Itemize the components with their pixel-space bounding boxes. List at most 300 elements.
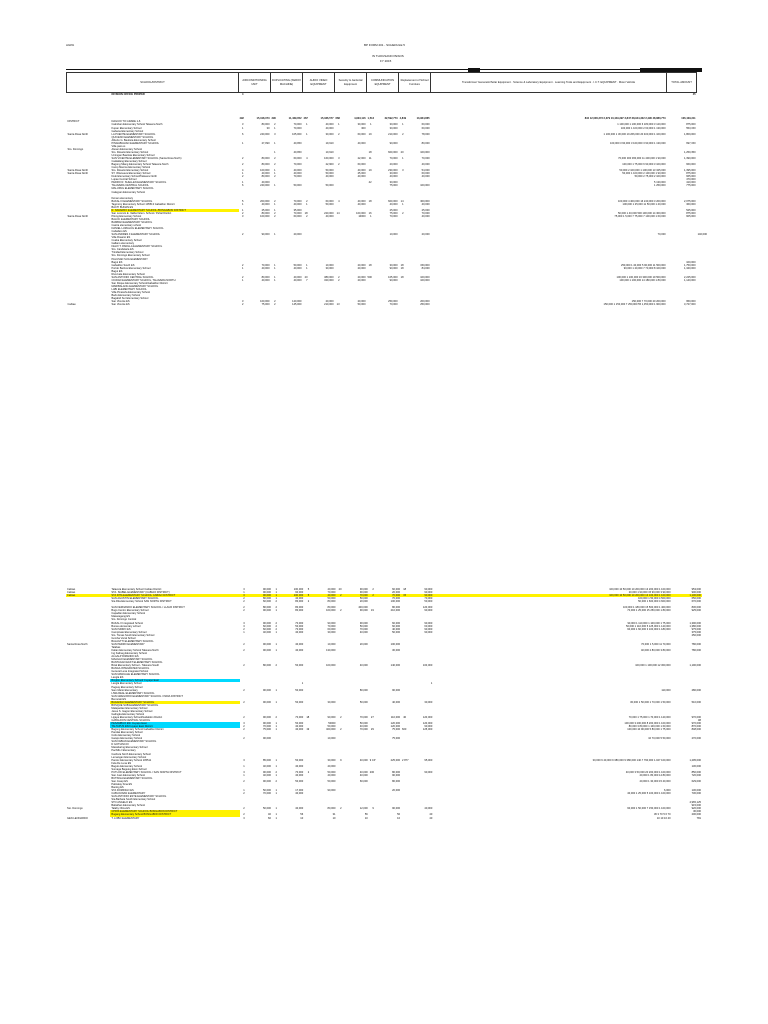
value-cell: 1,380,000 bbox=[689, 624, 701, 628]
value-cell: 50,000 bbox=[327, 725, 336, 729]
school-name-cell: Macabaring Elementary School bbox=[111, 746, 148, 750]
value-cell: 50,000 bbox=[325, 184, 334, 188]
value-cell: 30,000 bbox=[424, 700, 433, 704]
school-name-cell: Banlog ES bbox=[111, 786, 124, 790]
value-cell: 4,903,116 bbox=[354, 117, 366, 121]
value-cell: 2 bbox=[242, 233, 244, 237]
school-name-cell: San Vicente ES bbox=[111, 303, 130, 307]
value-cell: 50,000 bbox=[262, 807, 271, 811]
value-cell: 40,000 bbox=[295, 773, 304, 777]
value-cell: 900,000 bbox=[691, 591, 701, 595]
value-cell: 50,000 bbox=[295, 700, 304, 704]
value-cell: 40,000 bbox=[325, 175, 334, 179]
value-cell: 10 bbox=[364, 816, 368, 820]
school-name-cell: Porido Barrios Elementary School bbox=[111, 266, 151, 270]
school-name-cell: Langla Elementary School bbox=[111, 682, 142, 686]
sheet-page-2 bbox=[0, 558, 768, 1024]
value-cell: 1 bbox=[275, 728, 277, 732]
school-name-cell: San Lorenzo E. Valdez Elem. School / Peñal District bbox=[111, 211, 172, 215]
school-name-cell: Cuaba Elementary School bbox=[111, 239, 142, 243]
value-cell: 2 bbox=[274, 303, 276, 307]
school-name-cell: Pachillo I Elementary bbox=[111, 749, 136, 753]
value-cell: 90,000 bbox=[262, 770, 271, 774]
value-cell: 80,000 bbox=[261, 156, 270, 160]
school-name-cell: Baguio Elementary School bbox=[111, 764, 142, 768]
school-name-cell: Bemurati ES bbox=[111, 697, 126, 701]
value-cell: 40,000 bbox=[359, 770, 368, 774]
value-cell: 40,000 bbox=[293, 278, 302, 282]
value-cell: 40,000 bbox=[392, 700, 401, 704]
value-cell: 1 bbox=[275, 609, 277, 613]
school-name-cell: PALUSAD SUG ELEMENTARY bbox=[111, 257, 148, 261]
value-cell: 90,000 bbox=[424, 770, 433, 774]
value-cell: 30,000 1 50,000 1 70,000 1 50,000 bbox=[630, 700, 671, 704]
column-header-row bbox=[67, 73, 703, 93]
value-cell: 70,000 bbox=[293, 126, 302, 130]
value-cell: 3 bbox=[243, 624, 245, 628]
school-name-cell: Gomba Vocal School bbox=[111, 636, 136, 640]
value-cell: 14 bbox=[400, 199, 404, 203]
value-cell: 60 bbox=[268, 816, 271, 820]
value-cell: 80,000 bbox=[295, 600, 304, 604]
district-cell: Santa Rosa North bbox=[67, 172, 89, 176]
value-cell: 60,000 bbox=[262, 624, 271, 628]
value-cell: 1 bbox=[275, 591, 277, 595]
value-cell: 1 bbox=[242, 172, 244, 176]
school-name-cell: Kupan Elementary School bbox=[111, 126, 142, 130]
value-cell: 9 CP bbox=[369, 758, 376, 762]
value-cell: 2 bbox=[369, 594, 375, 597]
value-cell: 27 bbox=[370, 715, 374, 719]
value-cell: 2 bbox=[274, 175, 276, 179]
value-cell: 40,000 bbox=[359, 630, 368, 634]
value-cell: 2 bbox=[243, 725, 245, 729]
value-cell: 90,000 bbox=[359, 591, 368, 595]
value-cell: 320,000 bbox=[324, 278, 334, 282]
value-cell: 40,000 1 80,000 14 80,000 bbox=[639, 773, 671, 777]
school-name-cell: BOSQUE SUB ELEMENTARY SCHOOL bbox=[111, 703, 159, 707]
value-cell: 70,000 bbox=[359, 715, 368, 719]
value-cell: 95,000 bbox=[424, 758, 433, 762]
value-cell: 150,000 bbox=[420, 263, 430, 267]
value-cell: 130,000 bbox=[326, 648, 336, 652]
value-cell: 60,000 bbox=[293, 156, 302, 160]
value-cell: 13 bbox=[336, 303, 340, 307]
value-cell: 100,000 bbox=[356, 211, 366, 215]
value-cell: 600,000 bbox=[388, 150, 398, 154]
value-cell: 80,000 bbox=[392, 779, 401, 783]
value-cell: 210,000 bbox=[390, 609, 401, 613]
value-cell: 3,727,000 bbox=[684, 303, 696, 307]
value-cell: 90,000 bbox=[359, 621, 368, 625]
school-name-cell: Pilong Elementary School bbox=[111, 214, 142, 218]
value-cell: 40,000 bbox=[357, 199, 366, 203]
value-cell: 1 bbox=[275, 789, 277, 793]
value-cell: 4 bbox=[306, 156, 308, 160]
school-name-cell: Kalian Elementary School Talavera North bbox=[111, 648, 159, 652]
value-cell: 220,000 bbox=[324, 211, 334, 215]
value-cell: 60,000 bbox=[421, 123, 430, 127]
value-cell: 2 bbox=[274, 300, 276, 304]
col-aircon: AIRCONDITIONING UNIT bbox=[239, 73, 271, 93]
value-cell: 250,000 1 40,000 5 90,000 11 500,000 bbox=[621, 263, 666, 267]
value-cell: 50,000 bbox=[359, 624, 368, 628]
value-cell: 22,900 bbox=[325, 163, 334, 167]
school-name-cell: San Vicente ES bbox=[111, 300, 130, 304]
value-cell: 467 bbox=[303, 117, 308, 121]
value-cell: 90,000 bbox=[262, 700, 271, 704]
value-cell: 2 bbox=[338, 278, 340, 282]
value-cell: 80,000 bbox=[261, 163, 270, 167]
value-cell: 18 bbox=[403, 588, 407, 591]
value-cell: 2 bbox=[275, 627, 277, 631]
value-cell: 600 bbox=[402, 728, 407, 732]
value-cell: 50,000 bbox=[325, 202, 334, 206]
value-cell: 90,000 bbox=[392, 688, 401, 692]
value-cell: 2 bbox=[275, 621, 277, 625]
value-cell: 19 bbox=[368, 132, 372, 136]
value-cell: 70,000 1 25,000 15 250,000 1 80,000 bbox=[627, 609, 671, 613]
value-cell: 30 bbox=[266, 126, 270, 130]
value-cell: 1 bbox=[430, 682, 433, 686]
value-cell: 90,000 bbox=[424, 627, 433, 631]
form-code-label: AGPA bbox=[66, 43, 75, 47]
col-transformer: Transformer/ Generator/Solar Equipment bbox=[462, 80, 511, 84]
school-name-cell: BANTAGAN EAST ELEMENTARY SCHOOL bbox=[111, 661, 163, 665]
value-cell: 100,000 bbox=[390, 600, 401, 604]
value-cell: 3 bbox=[243, 770, 245, 774]
school-name-cell: Lupao Central School bbox=[111, 178, 137, 182]
school-name-cell: FELIX T. PADILLA ELEMENTARY SCHOOL bbox=[111, 245, 163, 249]
value-cell: 30,000 bbox=[389, 172, 398, 176]
value-cell: 40,000 bbox=[421, 163, 430, 167]
value-cell: 20,000 bbox=[357, 266, 366, 270]
school-name-cell: Sto. Domingo Elementary School bbox=[111, 254, 150, 258]
value-cell: 40,000 bbox=[392, 627, 401, 631]
school-name-cell: Camp Marcos Elementary School bbox=[111, 166, 151, 170]
value-cell: 3 bbox=[242, 123, 244, 127]
value-cell: 70,000 bbox=[389, 303, 398, 307]
value-cell: 240,000 bbox=[260, 184, 270, 188]
value-cell: 1 bbox=[242, 202, 244, 206]
value-cell: 40 bbox=[268, 813, 271, 817]
school-name-cell: TALAVERA CENTRAL SCHOOL bbox=[111, 184, 149, 188]
value-cell: 20,000 bbox=[325, 300, 334, 304]
value-cell: 1,750,000 bbox=[684, 263, 696, 267]
value-cell: 320,000 bbox=[326, 728, 336, 732]
school-name-cell: Rivervale Elementary School bbox=[111, 272, 145, 276]
value-cell: 40,000 bbox=[359, 758, 368, 762]
value-cell: 50,000 bbox=[359, 722, 368, 726]
value-cell: 100,000 bbox=[420, 278, 430, 282]
value-cell: 2 bbox=[243, 642, 245, 646]
value-cell: 120,000 bbox=[292, 300, 302, 304]
value-cell: 2 bbox=[336, 594, 342, 597]
school-name-cell: Capadlan Elementary School bbox=[111, 612, 146, 616]
value-cell: 40,000 bbox=[293, 266, 302, 270]
value-cell: 90,000 bbox=[389, 278, 398, 282]
value-cell: 50,000 bbox=[392, 630, 401, 634]
value-cell: 70,000 bbox=[295, 627, 304, 631]
value-cell: 90,000 bbox=[262, 621, 271, 625]
value-cell: 40,000 1 30,000 15 40,000 bbox=[639, 779, 671, 783]
school-name-cell: R. NAVARRO ELEMENTARY SCHOOL /BONGABON DISTRICT bbox=[111, 209, 239, 212]
school-name-cell: Gabana Elementary School bbox=[111, 129, 144, 133]
school-name-cell: San Juan Elementary School bbox=[111, 773, 145, 777]
value-cell: 629,000 bbox=[691, 779, 701, 783]
value-cell: 11,469,052 bbox=[288, 117, 302, 121]
value-cell: 1 bbox=[274, 126, 276, 130]
school-name-cell: STA. ISABEL ELEMENTARY (CABIAO DISTRICT) bbox=[111, 591, 170, 595]
school-name-cell: Gallano elementary bbox=[111, 242, 134, 246]
value-cell: 925,000 bbox=[691, 609, 701, 613]
value-cell: 100,000 1 100,000 14 180,000 1 80,000 bbox=[619, 278, 666, 282]
value-cell: ## bbox=[698, 719, 701, 723]
value-cell: 75,000 bbox=[262, 728, 271, 732]
value-cell: 2 bbox=[242, 156, 244, 160]
value-cell: 40,000 bbox=[295, 630, 304, 634]
value-cell: 78,000 bbox=[421, 132, 430, 136]
value-cell: 3 bbox=[243, 588, 245, 591]
school-name-cell: Babalhan Elementary School bbox=[111, 804, 145, 808]
value-cell: 3 bbox=[242, 300, 244, 304]
value-cell: 40 bbox=[429, 816, 433, 820]
value-cell: 130,000 bbox=[691, 789, 701, 793]
school-name-cell: BALOC ELEMENTARY SCHOOL bbox=[111, 217, 150, 221]
value-cell: 10,000 bbox=[327, 737, 336, 741]
school-name-cell: SAN AGUSTIN ELEMENTARY SCHOOL bbox=[111, 597, 159, 601]
value-cell: 1 bbox=[242, 278, 244, 282]
value-cell: 40,000 bbox=[261, 172, 270, 176]
value-cell: 160,000 bbox=[324, 156, 334, 160]
value-cell: 100,000 1 75,000 6 90,000 3 100,000 bbox=[622, 163, 666, 167]
value-cell: 1 bbox=[274, 263, 276, 267]
school-name-cell: Galingka Elementary School bbox=[111, 712, 145, 716]
school-name-cell: TALTAPUS ES/Cuyapo East District bbox=[110, 725, 239, 728]
value-cell: 780,000 bbox=[691, 648, 701, 652]
value-cell: 90,000 1 60,000 3 100,000 1 180,000 bbox=[627, 627, 671, 631]
value-cell: 500 bbox=[367, 275, 372, 279]
value-cell: 90,000 bbox=[359, 588, 368, 591]
value-cell: 106,109,311 bbox=[681, 117, 696, 121]
school-name-cell: DIVISION OFFICE PROPER bbox=[111, 93, 145, 96]
value-cell: 40,000 bbox=[327, 588, 336, 591]
value-cell: 375,000 bbox=[691, 630, 701, 634]
value-cell: 90,000 bbox=[262, 588, 271, 591]
value-cell: 225,000 bbox=[390, 758, 401, 762]
form-title: BP FORM 201 - SCHEDULE 5 bbox=[364, 43, 405, 47]
school-name-cell: Sta.Barbara South Elementary School bbox=[111, 798, 156, 802]
value-cell: 90,000 bbox=[261, 233, 270, 237]
value-cell: 30,000 bbox=[357, 123, 366, 127]
school-name-cell: San Josep ES bbox=[111, 779, 128, 783]
school-name-cell: LABI ELEMENTARY SCHOOL bbox=[111, 288, 147, 291]
value-cell: 1 bbox=[370, 123, 372, 127]
value-cell: 1,809,000 bbox=[684, 132, 696, 136]
value-cell: 100,000 1 25,000 11 50,000 1 40,000 bbox=[622, 202, 666, 206]
value-cell: 2 bbox=[243, 807, 245, 811]
school-name-cell: T. LOBO ELEMENTARY bbox=[111, 816, 140, 820]
value-cell: 100,000 bbox=[420, 275, 430, 279]
value-cell: 4,849 bbox=[399, 117, 407, 121]
school-name-cell: Bagong Elementary School Gabaldon District bbox=[111, 728, 164, 732]
value-cell: 90,000 bbox=[389, 266, 398, 270]
value-cell: 10 bbox=[300, 816, 304, 820]
header-top-rule bbox=[66, 69, 702, 70]
value-cell: 2 bbox=[243, 700, 245, 704]
value-cell: 200,000 bbox=[420, 300, 430, 304]
value-cell: 50,000 2 100,000 1 100,000 13 325,000 bbox=[619, 169, 666, 173]
value-cell: 1 bbox=[306, 123, 308, 127]
value-cell: 2 bbox=[242, 275, 244, 279]
value-cell: 90,000 bbox=[424, 630, 433, 634]
value-cell: 1,190,000 bbox=[689, 664, 701, 668]
value-cell: 1 bbox=[370, 214, 372, 218]
value-cell: 2 bbox=[243, 779, 245, 783]
value-cell: 1 bbox=[275, 597, 277, 601]
value-cell: 60,000 bbox=[359, 779, 368, 783]
school-name-cell: Calaypan Elementary School bbox=[111, 190, 145, 194]
value-cell: 70,000 bbox=[389, 156, 398, 160]
value-cell: 40,000 3 50,000 20 200,000 1 100,000 bbox=[625, 770, 671, 774]
school-name-cell: SAN MANUALE ELEMENTARY SCHOOL bbox=[111, 673, 160, 677]
value-cell: 27,090 bbox=[261, 141, 270, 145]
value-cell: 10 bbox=[397, 816, 401, 820]
value-cell: 834 12,006,373 2,379 10,449,397 3,847 28,944,322 2,496 48,880,773 bbox=[584, 117, 666, 121]
value-cell: 100,000 bbox=[293, 588, 304, 591]
value-cell: 1,295,000 bbox=[689, 758, 701, 762]
value-cell: 605,000 bbox=[686, 214, 696, 218]
value-cell: 1 bbox=[274, 169, 276, 173]
value-cell: 2 bbox=[402, 211, 404, 215]
school-name-cell: Tagonroy Elementary School 105513 Gabaldon District bbox=[111, 202, 175, 206]
value-cell: 20,000 bbox=[359, 642, 368, 646]
equipment-schedule-table-page-1 bbox=[66, 72, 707, 307]
value-cell: 250,000 bbox=[420, 303, 430, 307]
school-name-cell: Gabaldon South ES bbox=[111, 263, 135, 267]
value-cell: 150,000 7 70,000 20 200,000 bbox=[631, 300, 666, 304]
value-cell: 18 bbox=[368, 199, 372, 203]
value-cell: 50,000 1 110,000 5 125,000 1 120,000 bbox=[626, 624, 671, 628]
school-name-cell: SAN VICENTE ELEMENTARY SCHOOL (Santa Rosa North) bbox=[111, 156, 182, 160]
value-cell: 30,000 bbox=[327, 630, 336, 634]
school-name-cell: STA DOMINGO ES bbox=[111, 789, 134, 793]
value-cell: 1 bbox=[274, 266, 276, 270]
value-cell: 70,000 bbox=[343, 594, 369, 597]
value-cell: 50000 bbox=[328, 722, 336, 726]
value-cell: 1 bbox=[338, 123, 340, 127]
value-cell: 2,075,000 bbox=[684, 199, 696, 203]
value-cell: 70,000 bbox=[327, 624, 336, 628]
value-cell: 40,000 bbox=[262, 764, 271, 768]
value-cell: 848,000 bbox=[691, 728, 701, 732]
value-cell: 50,000 bbox=[325, 169, 334, 173]
school-name-cell: SAN ANTONIO CENTRAL SCHOOL bbox=[111, 275, 154, 279]
school-name-cell: ST. Villanueva Elementary School bbox=[111, 172, 151, 176]
value-cell: 40,000 bbox=[327, 764, 336, 768]
district-cell: Sto. Domingo bbox=[67, 807, 83, 811]
col-motor-vehicle: Motor Vehicle bbox=[618, 80, 636, 84]
value-cell: 1 bbox=[275, 773, 277, 777]
value-cell: 2 bbox=[338, 275, 340, 279]
value-cell: 30,000 bbox=[389, 123, 398, 127]
value-cell: 400,000 bbox=[358, 606, 368, 610]
school-name-cell: BACTI BUNAN ES bbox=[111, 205, 134, 209]
value-cell: 3 bbox=[274, 132, 276, 136]
table-row bbox=[66, 817, 702, 820]
value-cell: 40,000 bbox=[357, 169, 366, 173]
value-cell: 1 bbox=[274, 208, 276, 212]
value-cell: 42 bbox=[368, 181, 372, 185]
value-cell: 90,000 bbox=[246, 594, 272, 597]
school-name-cell: Cardoza North Elementary School bbox=[111, 752, 151, 756]
value-cell: 2 bbox=[243, 728, 245, 732]
value-cell: 1 bbox=[243, 630, 245, 634]
school-name-cell: ALGALP DIMANDO ES bbox=[111, 655, 139, 659]
value-cell: 1 bbox=[274, 233, 276, 237]
fiscal-year: FY 2015 bbox=[380, 59, 392, 63]
value-cell: 60,000 bbox=[392, 588, 401, 591]
school-name-cell: MAAGAO ELEMENTARY SCHOOL bbox=[111, 658, 153, 662]
school-name-cell: STO ANGELO ES bbox=[111, 801, 133, 805]
value-cell: 100,000 bbox=[260, 300, 270, 304]
school-name-cell: Malapanlan Elementary School bbox=[111, 706, 148, 710]
value-cell: 70,000 1 75,000 1 70,000 1 120,000 bbox=[628, 715, 671, 719]
value-cell: 100,000 bbox=[278, 594, 304, 597]
value-cell: 80,000 bbox=[359, 688, 368, 692]
value-cell: 100,000 1 50,000 4 500,000 bbox=[638, 597, 671, 601]
value-cell: 90,000 bbox=[262, 609, 271, 613]
value-cell: 40,000 bbox=[325, 214, 334, 218]
col-science: Science & Laboratory Equipment bbox=[513, 80, 553, 84]
value-cell: 360,000 bbox=[686, 202, 696, 206]
value-cell: 50,000 bbox=[424, 600, 433, 604]
value-cell: 10,910 bbox=[325, 150, 334, 154]
value-cell: 20,000 1 90,000 15 90,000 3 90,000 bbox=[628, 591, 671, 595]
value-cell: 40,950 bbox=[293, 141, 302, 145]
value-cell: 20 bbox=[304, 275, 308, 279]
school-name-cell: Ligaya Elementary School/Gabaldon District bbox=[111, 715, 163, 719]
col-furniture: Replacement of School Furniture bbox=[399, 73, 431, 93]
value-cell: 1 bbox=[242, 126, 244, 130]
value-cell: 2 bbox=[243, 600, 245, 604]
value-cell: 6 bbox=[242, 132, 244, 136]
value-cell: 3 bbox=[243, 621, 245, 625]
school-name-cell: Bagabid Sur Elementary School bbox=[111, 297, 149, 301]
value-cell: 1 bbox=[306, 266, 308, 270]
value-cell: 40,000 bbox=[262, 773, 271, 777]
value-cell: 2,225,000 bbox=[684, 275, 696, 279]
value-cell: 50,000 bbox=[359, 597, 368, 601]
currency-note: IN THOUSAND PESOS bbox=[372, 54, 404, 58]
col-communication: COMMUNICATION EQUIPMENT bbox=[367, 73, 399, 93]
value-cell: 14 bbox=[336, 211, 340, 215]
value-cell: 80,000 3 80,000 1 100,000 1 60,000 bbox=[628, 725, 671, 729]
value-cell: 80,000 bbox=[261, 211, 270, 215]
value-cell: 84,000 bbox=[421, 266, 430, 270]
value-cell: 80,000 bbox=[261, 175, 270, 179]
value-cell: 40,000 bbox=[359, 664, 368, 668]
value-cell: 1 bbox=[274, 275, 276, 279]
school-name-cell: QUICENO ELEMENTARY SCHOOL bbox=[111, 135, 154, 139]
value-cell: 70,000 bbox=[657, 233, 666, 237]
value-cell: 3 bbox=[242, 214, 244, 218]
value-cell: 40 bbox=[403, 715, 407, 719]
school-name-cell: Langla ES bbox=[111, 676, 124, 680]
value-cell: 40,000 bbox=[325, 126, 334, 130]
school-name-cell: STA RITA ELEMENTARY SCHOOL CABIAO DISTRICT bbox=[110, 594, 239, 597]
value-cell: 270,000 bbox=[691, 737, 701, 741]
